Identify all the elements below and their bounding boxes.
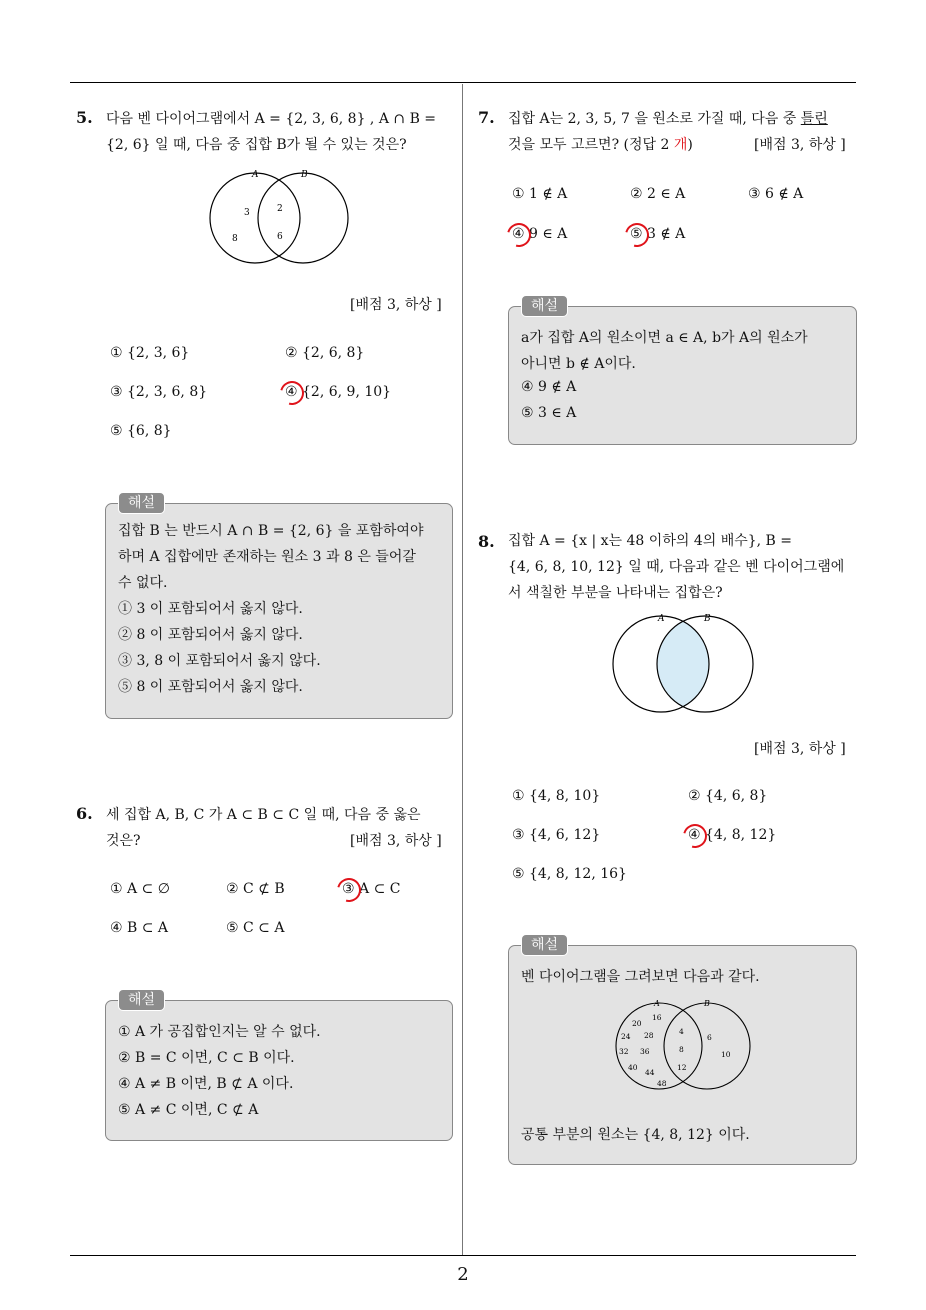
q6-option-2[interactable]: ② C ⊄ B (226, 881, 285, 897)
q7-option-3[interactable]: ③ 6 ∉ A (748, 186, 804, 202)
venn-element: 28 (644, 1031, 654, 1040)
question-5-venn-diagram (200, 168, 360, 268)
question-5-number: 5. (76, 108, 93, 127)
q5-explanation-line: ① 3 이 포함되어서 옳지 않다. (118, 601, 303, 617)
q6-explanation-line: ② B = C 이면, C ⊂ B 이다. (118, 1050, 295, 1066)
venn-element: 16 (652, 1013, 662, 1022)
question-8-line-3: 서 색칠한 부분을 나타내는 집합은? (508, 585, 723, 601)
q5-explanation-tag: 해설 (118, 492, 165, 514)
page-number: 2 (457, 1264, 469, 1285)
question-7-number: 7. (478, 108, 495, 127)
q8-explanation-venn (605, 998, 765, 1094)
q7-explanation-line: ⑤ 3 ∈ A (521, 405, 577, 421)
q5-explanation-box (105, 495, 453, 719)
venn-element: 4 (679, 1027, 684, 1036)
venn-element: 6 (707, 1033, 712, 1042)
q8-option-3[interactable]: ③ {4, 6, 12} (512, 827, 601, 843)
q5-explanation-line: ⑤ 8 이 포함되어서 옳지 않다. (118, 679, 303, 695)
q6-option-5[interactable]: ⑤ C ⊂ A (226, 920, 285, 936)
question-7-line-1-text: 집합 A는 2, 3, 5, 7 을 원소로 가질 때, 다음 중 (508, 111, 801, 127)
question-8-text (508, 528, 844, 606)
q8-option-4-marker: ④ (688, 827, 701, 843)
question-8-number: 8. (478, 532, 495, 551)
q5-option-2[interactable]: ② {2, 6, 8} (285, 345, 365, 361)
question-8-score: [배점 3, 하상 ] (754, 741, 846, 757)
q6-explanation-box (105, 992, 453, 1141)
question-7-score: [배점 3, 하상 ] (754, 137, 846, 153)
q6-explanation-line: ① A 가 공집합인지는 알 수 없다. (118, 1024, 321, 1040)
venn-element: 10 (721, 1050, 731, 1059)
q5-explanation-line: 집합 B 는 반드시 A ∩ B = {2, 6} 을 포함하여야 (118, 523, 424, 539)
venn-element: 6 (277, 232, 283, 242)
venn-element: 24 (621, 1032, 631, 1041)
venn-label-b: B (301, 170, 308, 180)
q7-option-2[interactable]: ② 2 ∈ A (630, 186, 686, 202)
q7-option-4-text: 9 ∈ A (529, 226, 568, 242)
question-5-line-1: 다음 벤 다이어그램에서 A = {2, 3, 6, 8} , A ∩ B = (106, 111, 437, 127)
q7-explanation-box (508, 298, 857, 445)
q6-option-3-marker: ③ (342, 881, 355, 897)
top-rule (70, 82, 856, 83)
q8-explanation-tag: 해설 (521, 934, 568, 956)
question-7-underlined-word: 틀린 (800, 111, 828, 127)
question-6-score: [배점 3, 하상 ] (350, 833, 442, 849)
question-5-score: [배점 3, 하상 ] (350, 297, 442, 313)
q8-explanation-bottom: 공통 부분의 원소는 {4, 8, 12} 이다. (521, 1127, 750, 1143)
q8-explanation-box (508, 937, 857, 1165)
question-7-line-1 (508, 106, 828, 132)
q6-explanation-line: ⑤ A ≠ C 이면, C ⊄ A (118, 1102, 259, 1118)
venn-element: 48 (657, 1079, 667, 1088)
question-8-line-2: {4, 6, 8, 10, 12} 일 때, 다음과 같은 벤 다이어그램에 (508, 559, 845, 575)
q6-explanation-line: ④ A ≠ B 이면, B ⊄ A 이다. (118, 1076, 294, 1092)
q5-explanation-line: ③ 3, 8 이 포함되어서 옳지 않다. (118, 653, 321, 669)
column-divider (462, 84, 463, 1256)
q7-option-5-marker: ⑤ (630, 226, 643, 242)
venn-element: 32 (619, 1047, 629, 1056)
venn-label-a: A (252, 170, 259, 180)
venn-element: 3 (244, 208, 250, 218)
q7-answer-circle-4 (503, 219, 536, 252)
q8-option-5[interactable]: ⑤ {4, 8, 12, 16} (512, 866, 627, 882)
question-6-number: 6. (76, 804, 93, 823)
bottom-rule (70, 1255, 856, 1256)
q8-option-4-text: {4, 8, 12} (705, 827, 777, 843)
q6-option-3-text: A ⊂ C (359, 881, 401, 897)
venn-element: 20 (632, 1019, 642, 1028)
q8-option-2[interactable]: ② {4, 6, 8} (688, 788, 768, 804)
venn-label-a: A (658, 614, 665, 624)
q6-answer-circle (333, 874, 366, 907)
q5-option-4-marker: ④ (285, 384, 298, 400)
venn-element: 2 (277, 204, 283, 214)
question-7-line-2-end: ) (687, 137, 693, 153)
venn-element: 44 (645, 1068, 655, 1077)
question-7-line-2-text: 것을 모두 고르면? (정답 2 (508, 137, 674, 153)
q5-explanation-line: ② 8 이 포함되어서 옳지 않다. (118, 627, 303, 643)
q7-answer-circle-5 (621, 219, 654, 252)
venn-element: 8 (679, 1045, 684, 1054)
q7-explanation-line: 아니면 b ∉ A이다. (521, 356, 636, 372)
q5-option-5[interactable]: ⑤ {6, 8} (110, 423, 172, 439)
q7-explanation-tag: 해설 (521, 295, 568, 317)
q8-option-1[interactable]: ① {4, 8, 10} (512, 788, 601, 804)
venn-element: 12 (677, 1063, 687, 1072)
venn-label-b: B (704, 614, 711, 624)
q6-option-1[interactable]: ① A ⊂ ∅ (110, 881, 170, 897)
q5-option-3[interactable]: ③ {2, 3, 6, 8} (110, 384, 208, 400)
venn-element: 8 (232, 234, 238, 244)
question-6-line-1: 세 집합 A, B, C 가 A ⊂ B ⊂ C 일 때, 다음 중 옳은 (106, 807, 421, 823)
question-8-venn-diagram (608, 610, 758, 714)
venn-element: 40 (628, 1063, 638, 1072)
q6-option-4[interactable]: ④ B ⊂ A (110, 920, 169, 936)
venn-label-b: B (704, 999, 710, 1008)
q7-option-5-text: 3 ∉ A (647, 226, 686, 242)
q6-explanation-tag: 해설 (118, 989, 165, 1011)
q8-answer-circle (679, 820, 712, 853)
question-5-line-2: {2, 6} 일 때, 다음 중 집합 B가 될 수 있는 것은? (106, 137, 407, 153)
q7-option-1[interactable]: ① 1 ∉ A (512, 186, 568, 202)
question-7-red-word: 개 (673, 137, 688, 153)
q5-explanation-line: 수 없다. (118, 575, 168, 591)
q7-explanation-line: ④ 9 ∉ A (521, 379, 577, 395)
question-6-line-2: 것은? (106, 833, 141, 849)
q5-answer-circle (276, 377, 309, 410)
q5-option-1[interactable]: ① {2, 3, 6} (110, 345, 190, 361)
q5-option-4-text: {2, 6, 9, 10} (302, 384, 392, 400)
question-5-text (106, 106, 456, 158)
question-8-line-1: 집합 A = {x | x는 48 이하의 4의 배수}, B = (508, 533, 793, 549)
q8-explanation-top: 벤 다이어그램을 그려보면 다음과 같다. (521, 969, 760, 985)
q7-option-4-marker: ④ (512, 226, 525, 242)
q5-explanation-line: 하며 A 집합에만 존재하는 원소 3 과 8 은 들어갈 (118, 549, 416, 565)
venn-label-a: A (654, 999, 660, 1008)
q7-explanation-line: a가 집합 A의 원소이면 a ∈ A, b가 A의 원소가 (521, 330, 808, 346)
venn-element: 36 (640, 1047, 650, 1056)
